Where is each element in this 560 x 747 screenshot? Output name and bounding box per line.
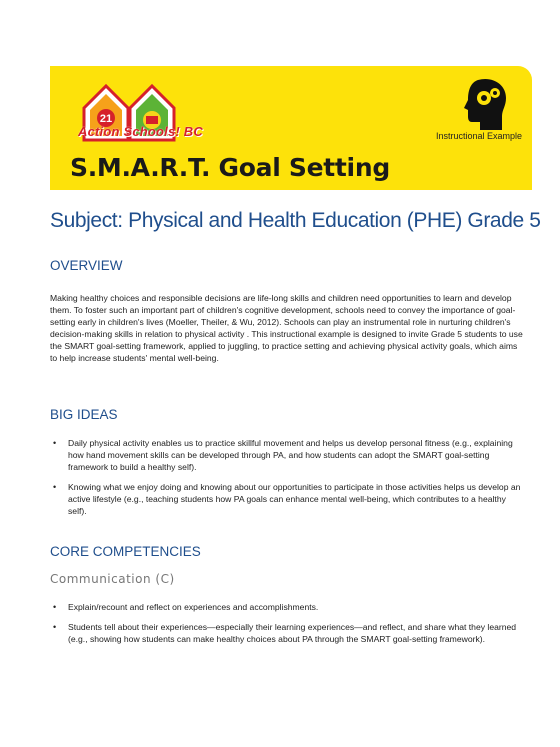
overview-paragraph: Making healthy choices and responsible decisions are life-long skills and children need opportunities to learn and develop them. To foster such an important part of children's cognitive development, schools need to convey the importance of goal-setting early in children's lives (Moeller, Theiler, & Wu, 2012). Schools can play an instrumental role in nurturing children's decision-making skills in relation to physical activity . This instructional example is designed to invite Grade 5 students to use the SMART goal-setting framework, applied to juggling, to practice setting and achieving physical activity goals, which aims to help increase students' mental well-being. (50, 293, 523, 363)
bullet-icon: • (53, 482, 57, 492)
communication-subheading: Communication (C) (50, 572, 175, 586)
list-item (50, 481, 526, 517)
document-title: S.M.A.R.T. Goal Setting (70, 153, 390, 182)
bullet-icon: • (53, 622, 57, 632)
list-item (50, 437, 526, 473)
bullet-icon: • (53, 438, 57, 448)
bullet-icon: • (53, 602, 57, 612)
core-competencies-list (50, 601, 526, 653)
svg-text:21: 21 (99, 113, 113, 125)
list-item (50, 601, 526, 613)
list-item-text: Knowing what we enjoy doing and knowing about our opportunities to participate in those activities helps us develop an active lifestyle (e.g., teaching students how PA goals can enhance mental well-being, which contributes to a healthy self). (68, 482, 521, 516)
core-competencies-heading: CORE COMPETENCIES (50, 544, 201, 559)
big-ideas-heading: BIG IDEAS (50, 407, 118, 422)
header-banner (50, 66, 532, 190)
instructional-example-label: Instructional Example (435, 131, 522, 141)
big-ideas-list (50, 437, 526, 525)
list-item (50, 621, 526, 645)
head-gears-icon (458, 76, 514, 132)
list-item-text: Daily physical activity enables us to practice skillful movement and helps us develop personal fitness (e.g., explaining how hand movement skills can be developed through PA, and how students can adopt the SMART goal-setting framework to build a healthy self). (68, 438, 513, 472)
subject-heading: Subject: Physical and Health Education (PHE) Grade 5 (50, 209, 541, 232)
list-item-text: Students tell about their experiences—especially their learning experiences—and reflect, and share what they learned (e.g., showing how students can make healthy choices about PA through the SMART goal-setting framework). (68, 622, 517, 644)
logo-wordmark: Action Schools! BC (78, 124, 203, 139)
list-item-text: Explain/recount and reflect on experiences and accomplishments. (68, 602, 319, 612)
overview-heading: OVERVIEW (50, 258, 123, 273)
